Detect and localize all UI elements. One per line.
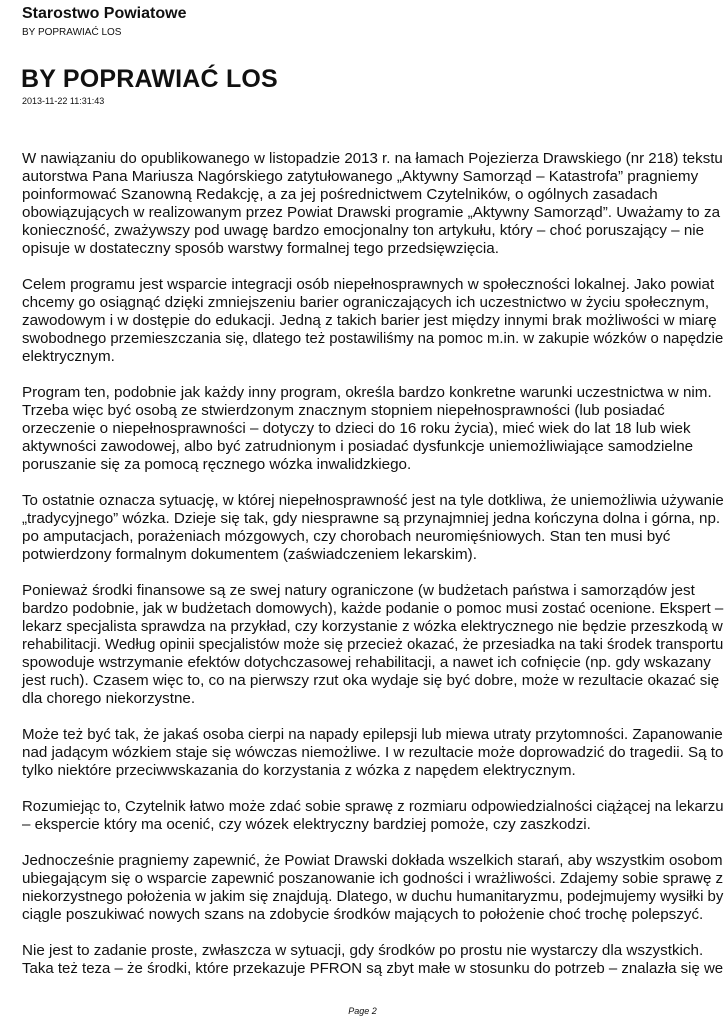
paragraph [22,582,722,708]
paragraph-line: potwierdzony formalnym dokumentem (zaświadczeniem lekarskim). [22,546,477,563]
site-title: Starostwo Powiatowe [22,5,187,22]
paragraph-line: Jednocześnie pragniemy zapewnić, że Powiat Drawski dokłada wszelkich starań, aby wszystkim osobom [22,852,723,869]
paragraph-line: Taka też teza – że środki, które przekazuje PFRON są zbyt małe w stosunku do potrzeb – znalazła się we [22,960,724,977]
paragraph-line: ubiegającym się o wsparcie zapewnić poszanowanie ich godności i wrażliwości. Zdajemy sobie sprawę z [22,870,724,887]
paragraph-line: rehabilitacji. Według opinii specjalistów może się przecież okazać, że przesiadka na taki środek transportu [22,636,724,653]
paragraph-line: dla chorego niekorzystne. [22,690,196,707]
paragraph-line: Ponieważ środki finansowe są ze swej natury ograniczone (w budżetach państwa i samorządów jest [22,582,695,599]
paragraph-line: Rozumiejąc to, Czytelnik łatwo może zdać sobie sprawę z rozmiaru odpowiedzialności ciążącej na lekarzu [22,798,724,815]
paragraph-line: Może też być tak, że jakaś osoba cierpi na napady epilepsji lub miewa utraty przytomności. Zapanowanie [22,726,723,743]
paragraph-line: Program ten, podobnie jak każdy inny program, określa bardzo konkretne warunki uczestnictwa w nim. [22,384,712,401]
paragraph [22,942,722,978]
paragraph-line: poinformować Szanowną Redakcję, a za jej pośrednictwem Czytelników, o ogólnych zasadach [22,186,658,203]
article-date: 2013-11-22 11:31:43 [22,96,105,106]
paragraph [22,852,722,924]
paragraph [22,798,722,834]
paragraph-line: swobodnego przemieszczania się, dlatego też postawiliśmy na pomoc m.in. w zakupie wózków o napędzie [22,331,724,347]
paragraph [22,726,722,780]
paragraph-line: ciągle poszukiwać nowych szans na zdobycie środków mających to położenie choć trochę polepszyć. [22,906,704,923]
paragraph-line: bardzo podobnie, jak w budżetach domowych), każde podanie o pomoc musi zostać ocenione. Ekspert – [22,600,724,617]
article-title: BY POPRAWIAĆ LOS [21,65,278,93]
paragraph-line: niekorzystnego położenia w jakim się znajdują. Dlatego, w duchu humanitaryzmu, podejmujemy wysiłki by [22,888,724,905]
paragraph [22,384,722,474]
paragraph-line: konieczność, zważywszy pod uwagę bardzo emocjonalny ton artykułu, który – choć poruszający – nie [22,222,705,239]
page-number: Page 2 [348,1006,377,1016]
paragraph-line: poruszanie się za pomocą ręcznego wózka inwalidzkiego. [22,456,412,473]
paragraph-line: orzeczenie o niepełnosprawności – dotyczy to dzieci do 16 roku życia), mieć wiek do lat 18 lub wiek [22,420,691,437]
paragraph-line: po amputacjach, porażeniach mózgowych, czy chorobach neuromięśniowych. Stan ten musi być [22,528,671,545]
site-subtitle: BY POPRAWIAĆ LOS [22,27,122,38]
paragraph-line: To ostatnie oznacza sytuację, w której niepełnosprawność jest na tyle dotkliwa, że uniemożliwia używanie [22,492,724,509]
paragraph [22,150,722,258]
paragraph-line: Celem programu jest wsparcie integracji osób niepełnosprawnych w społeczności lokalnej. Jako powiat [22,276,715,293]
paragraph-line: obowiązujących w realizowanym przez Powiat Drawski programie „Aktywny Samorząd”. Uważamy to za [22,204,721,221]
paragraph-line: Trzeba więc być osobą ze stwierdzonym znacznym stopniem niepełnosprawności (lub posiadać [22,402,665,419]
paragraph-line: tylko niektóre przeciwwskazania do korzystania z wózka z napędem elektrycznym. [22,762,576,779]
paragraph-line: chcemy go osiągnąć dzięki zmniejszeniu barier ograniczających ich uczestnictwo w życiu społecznym, [22,294,710,311]
article-body [22,150,722,996]
paragraph-line: Nie jest to zadanie proste, zwłaszcza w sytuacji, gdy środków po prostu nie wystarczy dla wszystkich. [22,942,704,959]
paragraph [22,276,722,366]
paragraph-line: W nawiązaniu do opublikowanego w listopadzie 2013 r. na łamach Pojezierza Drawskiego (nr 218) tekstu [22,150,723,167]
paragraph-line: jest ruch). Czasem więc to, co na pierwszy rzut oka wydaje się być dobre, może w rezultacie okazać się [22,672,720,689]
paragraph-line: – ekspercie który ma ocenić, czy wózek elektryczny bardziej pomoże, czy zaszkodzi. [22,816,591,833]
paragraph-line: autorstwa Pana Mariusza Nagórskiego zatytułowanego „Aktywny Samorząd – Katastrofa” pragniemy [22,168,699,185]
paragraph-line: zawodowym i w dostępie do edukacji. Jedną z takich barier jest między innymi brak możliwości w miarę [22,312,717,329]
paragraph-line: elektrycznym. [22,348,115,365]
paragraph-line: „tradycyjnego” wózka. Dzieje się tak, gdy niesprawne są przynajmniej jedna kończyna dolna i górna, np. [22,510,721,527]
paragraph-line: lekarz specjalista sprawdza na przykład, czy korzystanie z wózka elektrycznego nie będzie przeszkodą w [22,618,723,635]
paragraph-line: aktywności zawodowej, albo być zatrudnionym i posiadać dysfunkcje uniemożliwiające samodzielne [22,438,694,455]
paragraph-line: nad jadącym wózkiem staje się wówczas niemożliwe. I w rezultacie może doprowadzić do tragedii. Są to [22,744,724,761]
paragraph-line: opisuje w dostateczny sposób warstwy formalnej tego przedsięwzięcia. [22,240,499,257]
paragraph [22,492,722,564]
paragraph-line: spowoduje wstrzymanie efektów dotychczasowej rehabilitacji, a nawet ich cofnięcie (np. gdy wskazany [22,654,711,671]
